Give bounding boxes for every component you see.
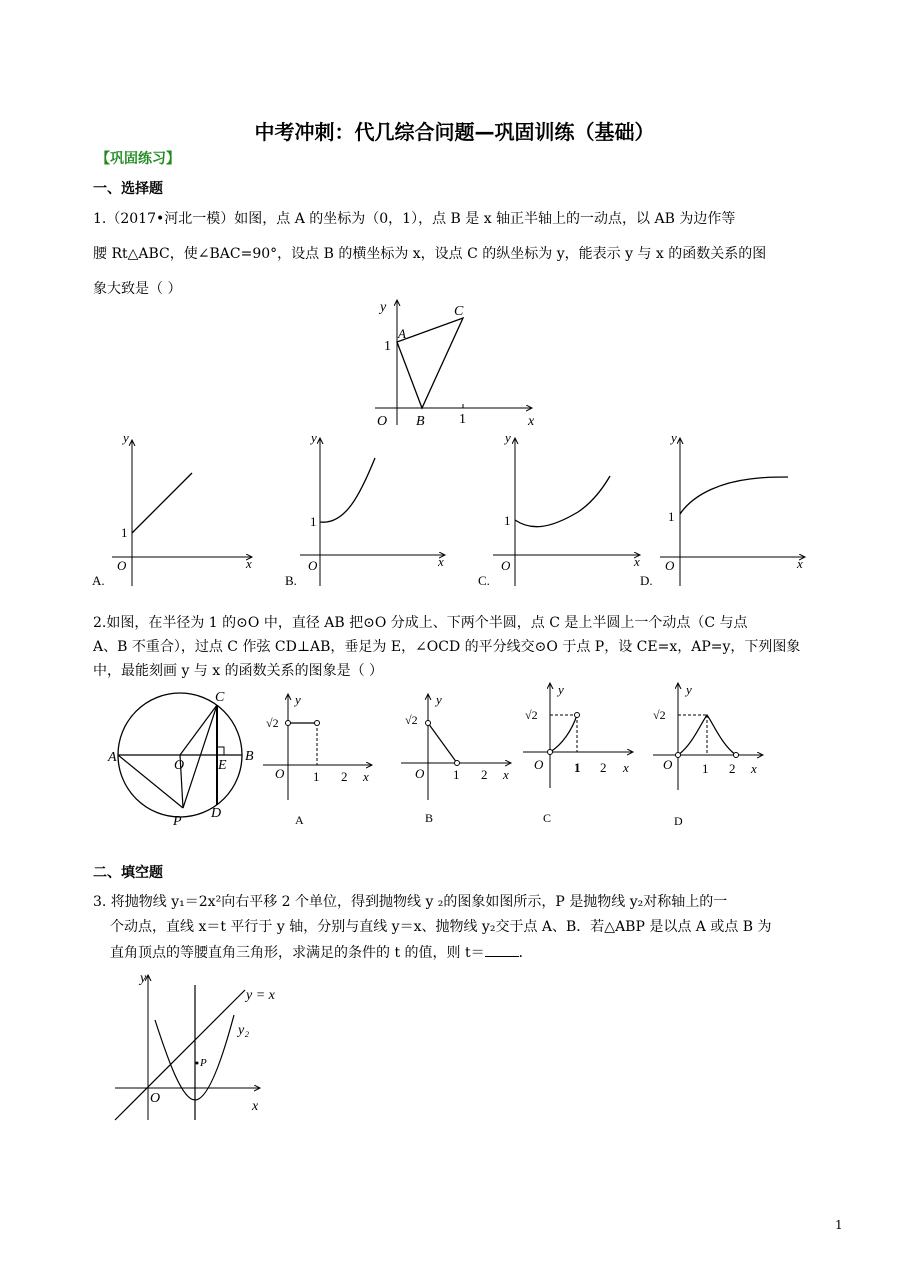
q2-graph-c [520, 680, 645, 830]
graph-c-curve [550, 715, 577, 752]
svg-text:2: 2 [481, 767, 488, 782]
svg-text:C: C [215, 690, 225, 705]
q1-label-a: A [398, 326, 406, 341]
svg-text:x: x [623, 760, 629, 775]
svg-text:1: 1 [310, 514, 317, 529]
option-b-curve [320, 458, 375, 522]
svg-text:1: 1 [702, 761, 709, 776]
svg-text:2: 2 [729, 761, 736, 776]
section-fill-blank: 二、填空题 [93, 865, 163, 881]
svg-text:x: x [252, 1099, 259, 1114]
svg-text:A: A [295, 813, 304, 827]
svg-text:y: y [311, 430, 317, 445]
svg-text:O: O [275, 766, 285, 781]
svg-text:x: x [503, 767, 509, 782]
point-p [196, 1062, 199, 1065]
svg-text:1: 1 [313, 769, 320, 784]
svg-text:y: y [686, 682, 692, 697]
q2-line-1: 2.如图，在半径为 1 的⊙O 中，直径 AB 把⊙O 分成上、下两个半圆，点 C 是上半圆上一个动点（C 与点 [93, 615, 748, 631]
svg-text:2: 2 [341, 769, 348, 784]
svg-text:y: y [436, 692, 442, 707]
q1-label-one-y: 1 [384, 339, 391, 354]
q2-graph-b [395, 690, 520, 830]
svg-text:y: y [140, 971, 147, 986]
svg-text:1: 1 [504, 513, 511, 528]
q2-circle-figure [105, 690, 265, 830]
svg-text:O: O [665, 558, 675, 573]
q3-line-3-end: ． [518, 945, 533, 961]
q1-label-one-x: 1 [459, 412, 466, 427]
svg-text:D: D [674, 814, 683, 828]
svg-text:B.: B. [285, 573, 297, 588]
svg-text:1: 1 [121, 525, 128, 540]
q1-line-2: 腰 Rt△ABC，使∠BAC=90°，设点 B 的横坐标为 x，设点 C 的纵坐标为 y，能表示 y 与 x 的函数关系的图 [93, 246, 767, 262]
svg-text:x: x [797, 556, 803, 571]
svg-text:O: O [534, 757, 544, 772]
svg-text:C: C [543, 811, 552, 825]
svg-text:B: B [245, 749, 254, 764]
svg-text:1: 1 [574, 760, 581, 775]
option-c-curve [515, 476, 610, 527]
svg-text:P: P [173, 814, 182, 829]
svg-text:C.: C. [478, 573, 490, 588]
q2-line-2: A、B 不重合），过点 C 作弦 CD⊥AB，垂足为 E，∠OCD 的平分线交⊙O 于点 P，设 CE=x，AP=y，下列图象 [93, 639, 801, 655]
svg-text:y = x: y = x [246, 988, 275, 1003]
q3-line-1: 3. 将抛物线 y₁＝2x²向右平移 2 个单位，得到抛物线 y ₂的图象如图所示，P 是抛物线 y₂对称轴上的一 [93, 894, 728, 910]
q1-line-1: 1.（2017•河北一模）如图，点 A 的坐标为（0，1），点 B 是 x 轴正半轴上的一动点，以 AB 为边作等 [93, 211, 736, 227]
svg-text:A.: A. [92, 573, 105, 588]
q1-main-figure [360, 295, 550, 430]
svg-text:A: A [108, 750, 117, 765]
svg-text:y: y [671, 430, 677, 445]
svg-text:y: y [505, 430, 511, 445]
svg-text:E: E [218, 758, 227, 773]
svg-text:y: y [123, 430, 129, 445]
svg-text:y: y [558, 682, 564, 697]
page-title: 中考冲刺：代几综合问题—巩固训练（基础） [254, 120, 655, 144]
q1-label-o: O [377, 414, 388, 429]
svg-text:y₂: y₂ [238, 1023, 250, 1038]
q1-option-a-graph [92, 430, 267, 590]
svg-text:x: x [438, 554, 444, 569]
svg-text:O: O [501, 558, 511, 573]
page-number: 1 [835, 1218, 843, 1232]
q3-line-2: 个动点，直线 x＝t 平行于 y 轴，分别与直线 y＝x、抛物线 y₂交于点 A、B．若△ABP 是以点 A 或点 B 为 [110, 919, 772, 935]
q3-line-3 [110, 942, 533, 963]
q1-label-c: C [454, 304, 464, 319]
svg-text:D.: D. [640, 573, 653, 588]
q1-option-b-graph [285, 430, 460, 590]
segment-cp [183, 705, 217, 808]
svg-text:1: 1 [453, 767, 460, 782]
q2-line-3: 中，最能刻画 y 与 x 的函数关系的图象是（ ） [93, 663, 384, 679]
svg-text:O: O [415, 766, 425, 781]
svg-text:B: B [425, 811, 434, 825]
option-a-curve [132, 473, 192, 533]
svg-text:√2: √2 [266, 716, 279, 730]
svg-text:O: O [308, 558, 318, 573]
q1-option-c-graph [478, 430, 653, 590]
q1-option-d-graph [640, 430, 815, 590]
q3-line-3-text: 直角顶点的等腰直角三角形，求满足的条件的 t 的值，则 t＝ [110, 945, 485, 961]
svg-text:x: x [246, 556, 252, 571]
option-d-curve [680, 477, 788, 514]
svg-text:1: 1 [668, 509, 675, 524]
line-y-equals-x [115, 990, 245, 1120]
q2-graph-a [260, 690, 380, 830]
q1-line-3: 象大致是（ ） [93, 281, 182, 297]
svg-text:O: O [174, 758, 185, 773]
q1-label-x: x [528, 414, 535, 429]
svg-text:y: y [295, 692, 301, 707]
svg-text:x: x [363, 769, 369, 784]
svg-text:P: P [200, 1057, 207, 1069]
svg-text:2: 2 [600, 760, 607, 775]
svg-text:√2: √2 [405, 713, 418, 727]
svg-text:x: x [751, 761, 757, 776]
graph-b-line [428, 723, 457, 763]
svg-text:O: O [150, 1091, 161, 1106]
svg-text:D: D [211, 806, 222, 821]
svg-text:√2: √2 [525, 708, 538, 722]
q3-answer-blank[interactable] [485, 942, 519, 957]
q2-graph-d [650, 680, 775, 830]
practice-tag: 【巩固练习】 [96, 151, 180, 167]
svg-text:x: x [634, 554, 640, 569]
q3-figure [110, 970, 310, 1130]
segment-oc [180, 705, 217, 755]
svg-text:√2: √2 [653, 708, 666, 722]
q1-label-b: B [416, 414, 425, 429]
svg-text:O: O [117, 558, 127, 573]
q1-label-y: y [380, 300, 387, 315]
svg-text:O: O [663, 757, 673, 772]
q1-triangle-abc [397, 318, 463, 408]
section-multiple-choice: 一、选择题 [93, 181, 163, 197]
